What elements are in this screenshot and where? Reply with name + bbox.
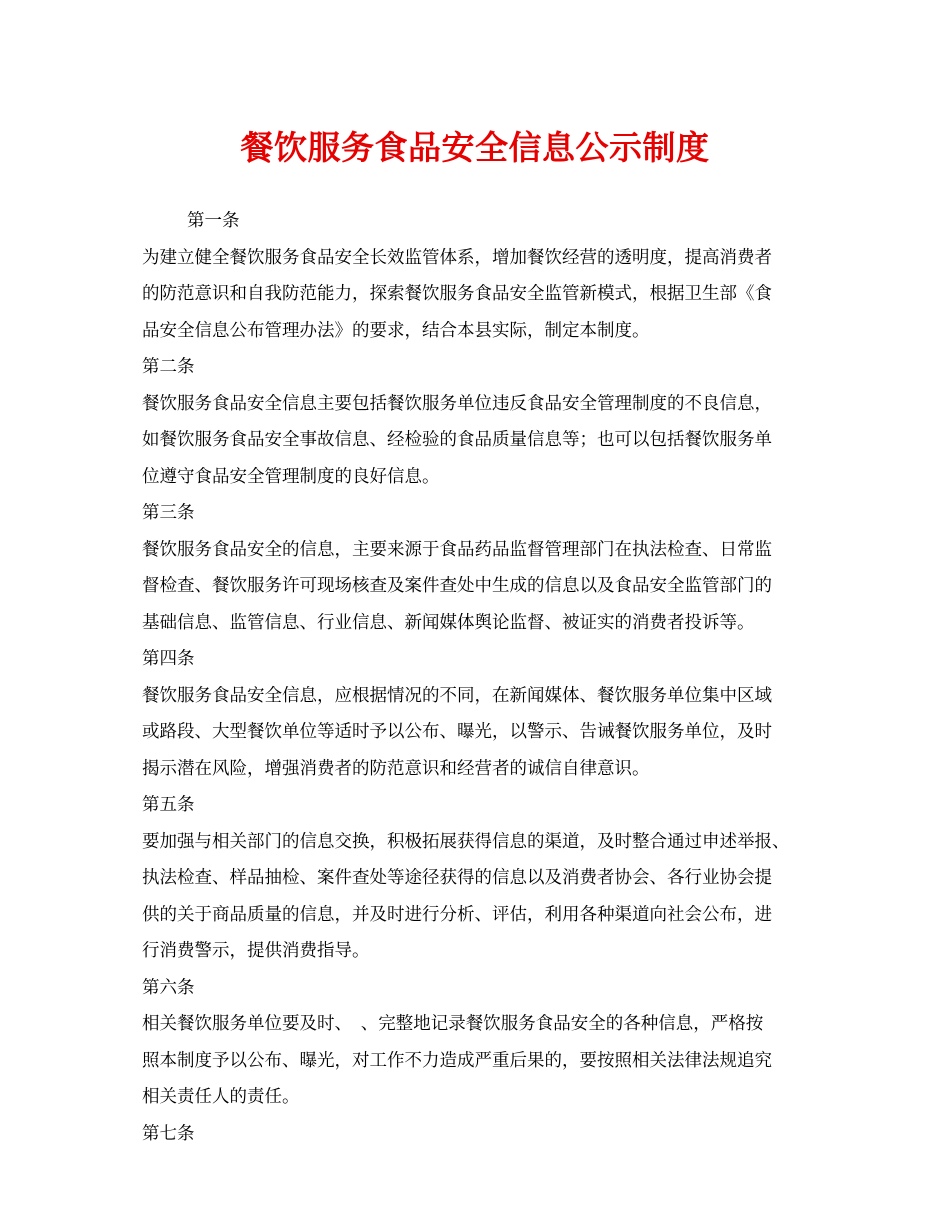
document-title: 餐饮服务食品安全信息公示制度 — [240, 128, 710, 167]
paragraph-line: 品安全信息公布管理办法》的要求，结合本县实际，制定本制度。 — [142, 320, 650, 341]
paragraph-line: 揭示潜在风险，增强消费者的防范意识和经营者的诚信自律意识。 — [142, 758, 650, 779]
paragraph-line: 如餐饮服务食品安全事故信息、经检验的食品质量信息等；也可以包括餐饮服务单 — [142, 430, 772, 450]
article-heading: 第二条 — [142, 357, 195, 377]
paragraph-line: 餐饮服务食品安全信息主要包括餐饮服务单位违反食品安全管理制度的不良信息， — [142, 393, 772, 414]
paragraph-line: 为建立健全餐饮服务食品安全长效监管体系，增加餐饮经营的透明度，提高消费者 — [142, 247, 772, 268]
article-heading: 第六条 — [142, 977, 195, 998]
article-heading: 第三条 — [142, 503, 195, 523]
paragraph-line: 的防范意识和自我防范能力，探索餐饮服务食品安全监管新模式，根据卫生部《食 — [142, 284, 772, 304]
paragraph-line: 执法检查、样品抽检、案件查处等途径获得的信息以及消费者协会、各行业协会提 — [142, 868, 772, 888]
paragraph-line: 相关责任人的责任。 — [142, 1087, 300, 1107]
article-heading: 第五条 — [142, 795, 195, 815]
paragraph-line: 位遵守食品安全管理制度的良好信息。 — [142, 466, 440, 487]
paragraph-line: 照本制度予以公布、曝光，对工作不力造成严重后果的，要按照相关法律法规追究 — [142, 1050, 772, 1071]
article-heading: 第七条 — [142, 1123, 195, 1144]
paragraph-line: 相关餐饮服务单位要及时、 、完整地记录餐饮服务食品安全的各种信息，严格按 — [142, 1014, 764, 1034]
paragraph-line: 餐饮服务食品安全信息，应根据情况的不同，在新闻媒体、餐饮服务单位集中区域 — [142, 685, 772, 706]
paragraph-line: 督检查、餐饮服务许可现场核查及案件查处中生成的信息以及食品安全监管部门的 — [142, 576, 772, 596]
paragraph-line: 要加强与相关部门的信息交换，积极拓展获得信息的渠道，及时整合通过申述举报、 — [142, 831, 790, 852]
paragraph-line: 餐饮服务食品安全的信息，主要来源于食品药品监督管理部门在执法检查、日常监 — [142, 539, 772, 560]
document-body — [142, 203, 822, 1152]
paragraph-line: 或路段、大型餐饮单位等适时予以公布、曝光，以警示、告诫餐饮服务单位，及时 — [142, 722, 772, 742]
article-heading: 第四条 — [142, 649, 195, 669]
article-heading: 第一条 — [187, 211, 240, 231]
paragraph-line: 供的关于商品质量的信息，并及时进行分析、评估，利用各种渠道向社会公布，进 — [142, 904, 772, 925]
paragraph-line: 行消费警示，提供消费指导。 — [142, 941, 370, 961]
paragraph-line: 基础信息、监管信息、行业信息、新闻媒体舆论监督、被证实的消费者投诉等。 — [142, 612, 755, 633]
